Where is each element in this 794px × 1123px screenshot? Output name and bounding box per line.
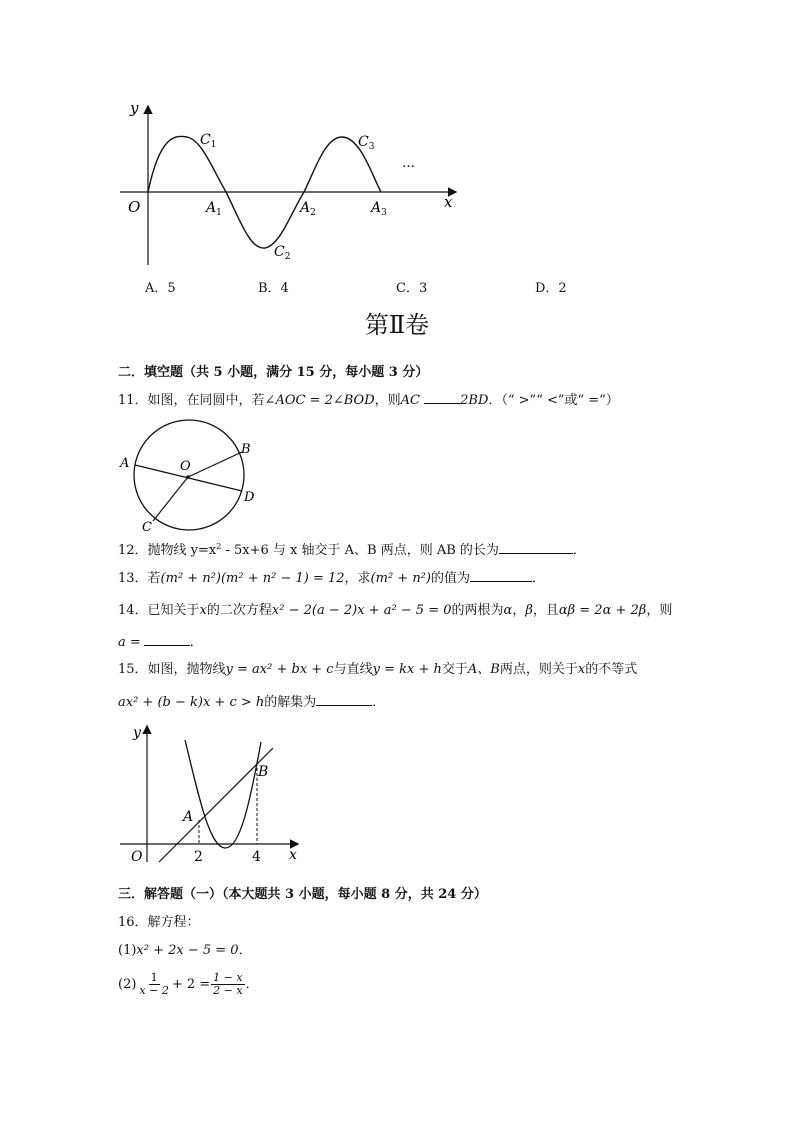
q15-tail: 的不等式 — [585, 662, 638, 677]
a2-label: $A_2$ — [300, 200, 316, 218]
q16-part2-label: (2) — [118, 977, 137, 992]
q15-ab: A、B — [467, 662, 500, 677]
q16-part2-plus: + 2 = — [171, 977, 211, 992]
q13-end: ． — [532, 571, 546, 586]
option-b[interactable]: B．4 — [258, 281, 289, 296]
point-b-label: B — [258, 764, 269, 780]
origin-label: O — [131, 849, 143, 865]
q15-parabola: y = ax² + bx + c — [225, 662, 334, 677]
q12-suffix: ． — [572, 543, 586, 558]
q15-answer-blank[interactable] — [316, 693, 372, 706]
q14-cond-text: ，且 — [532, 603, 559, 618]
q14-prefix: 14．已知关于 — [118, 603, 200, 618]
q11-text — [118, 391, 619, 410]
q15-with: 与直线 — [333, 662, 373, 677]
segment-oc — [153, 477, 188, 521]
q14-roots-text: 的两根为 — [451, 603, 504, 618]
parabola-curve — [185, 740, 261, 848]
x-label: x — [444, 193, 453, 211]
q13-text — [118, 569, 545, 588]
q14-mid: 的二次方程 — [206, 603, 272, 618]
q16-part2-end: ． — [245, 977, 259, 992]
q15-inequality: ax² + (b − k)x + c > h — [118, 695, 265, 710]
q14-beta: β — [525, 603, 533, 618]
q15-line2 — [118, 693, 385, 712]
tick-4: 4 — [252, 849, 261, 865]
q12-sup: 2 — [216, 542, 222, 551]
q11-rhs: 2BD — [460, 393, 489, 408]
x-label: x — [289, 847, 297, 863]
section2-title: 二．填空题（共 5 小题，满分 15 分，每小题 3 分） — [118, 365, 429, 380]
q16-part2 — [118, 970, 259, 1000]
label-b: B — [241, 442, 251, 457]
q13-suffix: 的值为 — [430, 571, 470, 586]
q14-x: x — [199, 603, 207, 618]
q14-sep: ， — [512, 603, 526, 618]
q15-graph-figure — [115, 722, 310, 867]
q15-solution-text: 的解集为 — [264, 695, 317, 710]
q16-part1-label: (1) — [118, 943, 137, 958]
q11-answer-blank[interactable] — [424, 391, 460, 404]
q13-expression: (m² + n²)(m² + n² − 1) = 12 — [160, 571, 345, 586]
q16-part1-end: ． — [238, 943, 252, 958]
tick-2: 2 — [194, 849, 203, 865]
c3-label: $C_3$ — [358, 134, 375, 152]
label-d: D — [244, 490, 255, 505]
q15-cross: 交于 — [441, 662, 468, 677]
a1-label: $A_1$ — [206, 200, 222, 218]
q14-a-equals: a = — [118, 635, 141, 650]
q10-wave-figure — [110, 95, 480, 275]
volume-title: 第Ⅱ卷 — [364, 311, 430, 339]
fraction-2: $\frac{1 - x}{2 - x}$ — [213, 971, 243, 997]
point-a-label: A — [183, 809, 194, 825]
q14-condition: αβ = 2α + 2β — [558, 603, 647, 618]
q12-prefix: 12．抛物线 y=x — [118, 543, 217, 558]
q15-period: ． — [372, 695, 386, 710]
ellipsis: … — [402, 156, 415, 171]
q11-circle-figure — [115, 418, 265, 538]
option-c[interactable]: C．3 — [396, 281, 428, 296]
label-c: C — [142, 520, 152, 535]
q12-text — [118, 541, 586, 560]
a3-label: $A_3$ — [371, 200, 387, 218]
label-o: O — [180, 459, 191, 474]
q15-points: 两点，则关于 — [499, 662, 578, 677]
q11-prefix: 11．如图，在同圆中，若 — [118, 393, 265, 408]
q12-answer-blank[interactable] — [499, 541, 573, 554]
origin-label: O — [128, 198, 141, 216]
y-label: y — [133, 725, 141, 741]
q13-prefix: 13．若 — [118, 571, 161, 586]
q15-x: x — [577, 662, 586, 677]
q14-period: ． — [189, 635, 203, 650]
q11-ac: AC — [400, 393, 420, 408]
section3-title: 三．解答题（一）（本大题共 3 小题，每小题 8 分，共 24 分） — [118, 887, 487, 902]
q15-text — [118, 661, 637, 679]
straight-line — [159, 748, 273, 862]
c1-label: $C_1$ — [200, 132, 217, 150]
q14-equation: x² − 2(a − 2)x + a² − 5 = 0 — [271, 603, 452, 618]
q14-end: ，则 — [646, 603, 673, 618]
q16-part1-equation: x² + 2x − 5 = 0 — [136, 943, 239, 958]
q14-line2 — [118, 633, 203, 652]
q15-prefix: 15．如图，抛物线 — [118, 662, 226, 677]
q11-mid: ，则 — [374, 393, 401, 408]
q12-mid: - 5x+6 与 x 轴交于 A、B 两点，则 AB 的长为 — [221, 543, 499, 558]
q13-target: (m² + n²) — [370, 571, 431, 586]
option-a[interactable]: A．5 — [145, 281, 176, 296]
segment-ob — [188, 452, 242, 477]
q13-mid: ，求 — [344, 571, 371, 586]
q16-part1 — [118, 942, 252, 960]
q14-text — [118, 602, 672, 620]
label-a: A — [120, 456, 130, 471]
circle — [134, 420, 244, 530]
q11-suffix: ．（“ >”“ <”或“ =”） — [488, 393, 619, 408]
center-dot — [186, 475, 190, 479]
y-label: y — [130, 99, 139, 117]
q14-alpha: α — [503, 603, 513, 618]
q13-answer-blank[interactable] — [470, 569, 532, 582]
q14-answer-blank[interactable] — [144, 633, 190, 646]
q16-title: 16．解方程： — [118, 915, 200, 930]
q11-condition: ∠AOC = 2∠BOD — [264, 393, 375, 408]
fraction-1: $\frac{1}{x - 2}$ — [139, 971, 169, 997]
q15-line: y = kx + h — [372, 662, 442, 677]
c2-label: $C_2$ — [274, 244, 291, 262]
option-d[interactable]: D．2 — [535, 281, 567, 296]
